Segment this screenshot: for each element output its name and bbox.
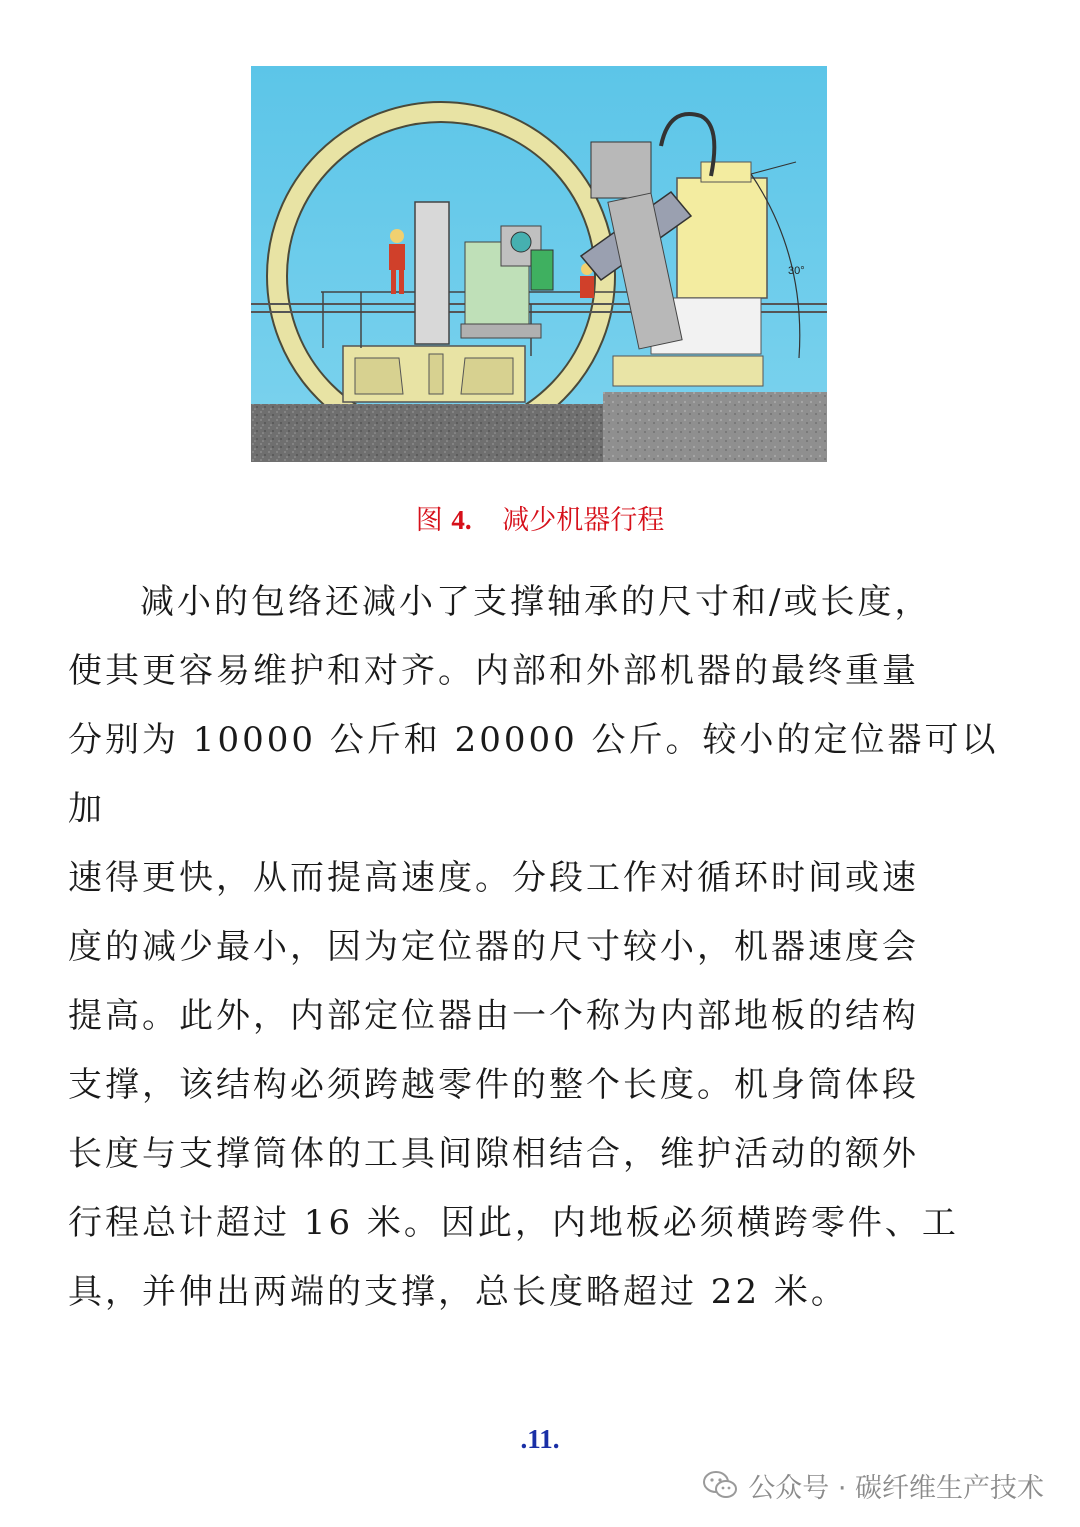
paragraph-line: 提高。此外，内部定位器由一个称为内部地板的结构	[68, 996, 919, 1036]
figure-caption	[0, 498, 1080, 537]
machine-drawing	[251, 66, 827, 462]
caption-number: 4.	[451, 505, 472, 535]
caption-title: 减少机器行程	[502, 505, 665, 536]
wechat-icon	[702, 1470, 738, 1500]
foundation-left	[251, 404, 603, 462]
paragraph-line: 分别为 10000 公斤和 20000 公斤。较小的定位器可以加	[68, 720, 999, 829]
paragraph-line: 速得更快，从而提高速度。分段工作对循环时间或速	[68, 858, 919, 898]
paragraph-line: 使其更容易维护和对齐。内部和外部机器的最终重量	[68, 651, 919, 691]
paragraph-line: 长度与支撑筒体的工具间隙相结合，维护活动的额外	[68, 1134, 919, 1174]
page-number: .11.	[520, 1424, 560, 1454]
machine-figure	[251, 66, 827, 462]
paragraph-line: 支撑，该结构必须跨越零件的整个长度。机身筒体段	[68, 1065, 919, 1105]
paragraph-line: 度的减少最小，因为定位器的尺寸较小，机器速度会	[68, 927, 919, 967]
paragraph-line: 行程总计超过 16 米。因此，内地板必须横跨零件、工	[68, 1203, 959, 1243]
body-paragraph	[68, 568, 1013, 1327]
watermark	[702, 1465, 1044, 1505]
paragraph-line: 具，并伸出两端的支撑，总长度略超过 22 米。	[68, 1272, 848, 1312]
paragraph-line: 减小的包络还减小了支撑轴承的尺寸和/或长度，	[140, 582, 932, 622]
watermark-text: 公众号 · 碳纤维生产技术	[748, 1472, 1044, 1504]
caption-prefix: 图	[415, 505, 443, 536]
foundation-right	[603, 392, 827, 462]
angle-label: 30°	[788, 265, 805, 277]
